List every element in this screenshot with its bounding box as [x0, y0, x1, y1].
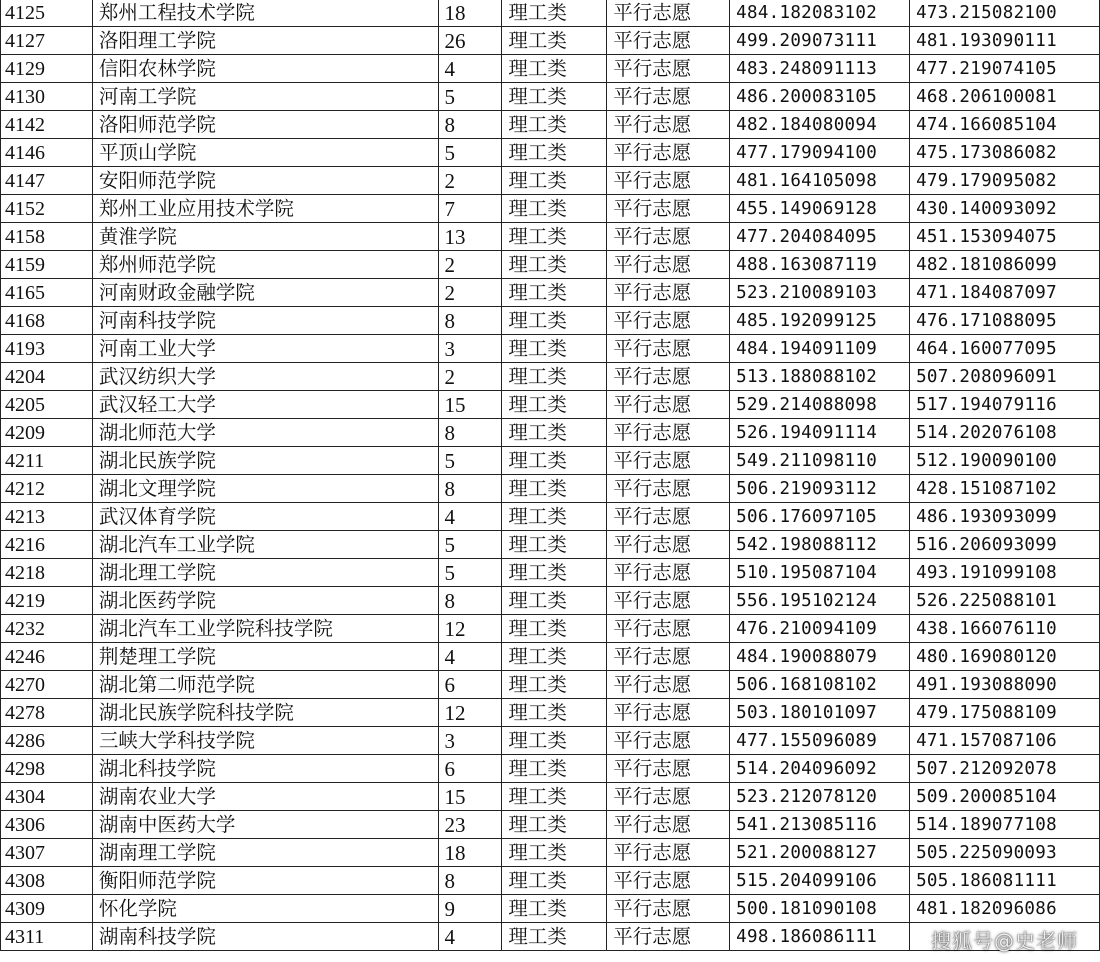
- max-score-cell: 521.200088127: [730, 839, 910, 867]
- batch-type-cell: 平行志愿: [607, 727, 730, 755]
- max-score-cell: 477.155096089: [730, 727, 910, 755]
- max-score-cell: 506.219093112: [730, 475, 910, 503]
- max-score-cell: 455.149069128: [730, 195, 910, 223]
- school-name-cell: 河南工业大学: [92, 335, 438, 363]
- quota-cell: 15: [438, 783, 502, 811]
- table-row: [1, 755, 1100, 783]
- table-row: [1, 531, 1100, 559]
- school-code-cell: 4146: [1, 139, 93, 167]
- quota-cell: 8: [438, 419, 502, 447]
- category-cell: 理工类: [502, 671, 607, 699]
- min-score-cell: 476.171088095: [910, 307, 1100, 335]
- quota-cell: 18: [438, 0, 502, 27]
- min-score-cell: 505.225090093: [910, 839, 1100, 867]
- category-cell: 理工类: [502, 195, 607, 223]
- category-cell: 理工类: [502, 167, 607, 195]
- category-cell: 理工类: [502, 895, 607, 923]
- school-code-cell: 4205: [1, 391, 93, 419]
- school-code-cell: 4211: [1, 447, 93, 475]
- batch-type-cell: 平行志愿: [607, 139, 730, 167]
- min-score-cell: 481.182096086: [910, 895, 1100, 923]
- min-score-cell: 475.173086082: [910, 139, 1100, 167]
- batch-type-cell: 平行志愿: [607, 895, 730, 923]
- quota-cell: 2: [438, 363, 502, 391]
- batch-type-cell: 平行志愿: [607, 83, 730, 111]
- school-name-cell: 武汉纺织大学: [92, 363, 438, 391]
- max-score-cell: 477.204084095: [730, 223, 910, 251]
- min-score-cell: 516.206093099: [910, 531, 1100, 559]
- quota-cell: 2: [438, 167, 502, 195]
- category-cell: 理工类: [502, 279, 607, 307]
- batch-type-cell: 平行志愿: [607, 307, 730, 335]
- table-row: [1, 27, 1100, 55]
- school-name-cell: 河南科技学院: [92, 307, 438, 335]
- batch-type-cell: 平行志愿: [607, 671, 730, 699]
- category-cell: 理工类: [502, 391, 607, 419]
- table-row: [1, 111, 1100, 139]
- min-score-cell: 514.202076108: [910, 419, 1100, 447]
- max-score-cell: 484.182083102: [730, 0, 910, 27]
- batch-type-cell: 平行志愿: [607, 755, 730, 783]
- school-name-cell: 湖北科技学院: [92, 755, 438, 783]
- category-cell: 理工类: [502, 111, 607, 139]
- table-row: [1, 867, 1100, 895]
- school-name-cell: 湖北汽车工业学院科技学院: [92, 615, 438, 643]
- school-name-cell: 洛阳师范学院: [92, 111, 438, 139]
- min-score-cell: [910, 923, 1100, 951]
- quota-cell: 5: [438, 83, 502, 111]
- min-score-cell: 493.191099108: [910, 559, 1100, 587]
- school-code-cell: 4159: [1, 251, 93, 279]
- batch-type-cell: 平行志愿: [607, 55, 730, 83]
- category-cell: 理工类: [502, 811, 607, 839]
- quota-cell: 6: [438, 671, 502, 699]
- batch-type-cell: 平行志愿: [607, 615, 730, 643]
- school-name-cell: 衡阳师范学院: [92, 867, 438, 895]
- school-code-cell: 4246: [1, 643, 93, 671]
- max-score-cell: 515.204099106: [730, 867, 910, 895]
- max-score-cell: 556.195102124: [730, 587, 910, 615]
- batch-type-cell: 平行志愿: [607, 0, 730, 27]
- max-score-cell: 484.194091109: [730, 335, 910, 363]
- batch-type-cell: 平行志愿: [607, 923, 730, 951]
- min-score-cell: 430.140093092: [910, 195, 1100, 223]
- table-row: [1, 447, 1100, 475]
- table-row: [1, 839, 1100, 867]
- batch-type-cell: 平行志愿: [607, 839, 730, 867]
- max-score-cell: 486.200083105: [730, 83, 910, 111]
- quota-cell: 12: [438, 615, 502, 643]
- school-code-cell: 4304: [1, 783, 93, 811]
- quota-cell: 2: [438, 251, 502, 279]
- school-code-cell: 4130: [1, 83, 93, 111]
- school-code-cell: 4204: [1, 363, 93, 391]
- quota-cell: 4: [438, 643, 502, 671]
- table-row: [1, 615, 1100, 643]
- school-code-cell: 4158: [1, 223, 93, 251]
- category-cell: 理工类: [502, 0, 607, 27]
- quota-cell: 15: [438, 391, 502, 419]
- batch-type-cell: 平行志愿: [607, 811, 730, 839]
- school-code-cell: 4147: [1, 167, 93, 195]
- max-score-cell: 484.190088079: [730, 643, 910, 671]
- quota-cell: 5: [438, 447, 502, 475]
- category-cell: 理工类: [502, 363, 607, 391]
- table-row: [1, 391, 1100, 419]
- batch-type-cell: 平行志愿: [607, 559, 730, 587]
- batch-type-cell: 平行志愿: [607, 419, 730, 447]
- max-score-cell: 477.179094100: [730, 139, 910, 167]
- quota-cell: 8: [438, 307, 502, 335]
- max-score-cell: 513.188088102: [730, 363, 910, 391]
- batch-type-cell: 平行志愿: [607, 643, 730, 671]
- school-name-cell: 郑州工业应用技术学院: [92, 195, 438, 223]
- batch-type-cell: 平行志愿: [607, 783, 730, 811]
- min-score-cell: 481.193090111: [910, 27, 1100, 55]
- batch-type-cell: 平行志愿: [607, 195, 730, 223]
- max-score-cell: 476.210094109: [730, 615, 910, 643]
- min-score-cell: 477.219074105: [910, 55, 1100, 83]
- min-score-cell: 479.179095082: [910, 167, 1100, 195]
- max-score-cell: 549.211098110: [730, 447, 910, 475]
- table-row: [1, 363, 1100, 391]
- max-score-cell: 498.186086111: [730, 923, 910, 951]
- school-name-cell: 怀化学院: [92, 895, 438, 923]
- school-code-cell: 4168: [1, 307, 93, 335]
- category-cell: 理工类: [502, 559, 607, 587]
- max-score-cell: 510.195087104: [730, 559, 910, 587]
- school-code-cell: 4308: [1, 867, 93, 895]
- min-score-cell: 480.169080120: [910, 643, 1100, 671]
- school-code-cell: 4270: [1, 671, 93, 699]
- table-row: [1, 139, 1100, 167]
- min-score-cell: 505.186081111: [910, 867, 1100, 895]
- max-score-cell: 542.198088112: [730, 531, 910, 559]
- table-row: [1, 251, 1100, 279]
- quota-cell: 4: [438, 923, 502, 951]
- school-code-cell: 4307: [1, 839, 93, 867]
- min-score-cell: 471.184087097: [910, 279, 1100, 307]
- max-score-cell: 500.181090108: [730, 895, 910, 923]
- min-score-cell: 514.189077108: [910, 811, 1100, 839]
- category-cell: 理工类: [502, 475, 607, 503]
- school-name-cell: 河南财政金融学院: [92, 279, 438, 307]
- table-row: [1, 895, 1100, 923]
- school-name-cell: 湖北民族学院科技学院: [92, 699, 438, 727]
- school-name-cell: 安阳师范学院: [92, 167, 438, 195]
- category-cell: 理工类: [502, 615, 607, 643]
- watermark-text: 搜狐号@史老师: [931, 929, 1078, 953]
- school-name-cell: 三峡大学科技学院: [92, 727, 438, 755]
- batch-type-cell: 平行志愿: [607, 363, 730, 391]
- category-cell: 理工类: [502, 55, 607, 83]
- table-row: [1, 475, 1100, 503]
- max-score-cell: 488.163087119: [730, 251, 910, 279]
- school-code-cell: 4298: [1, 755, 93, 783]
- school-code-cell: 4306: [1, 811, 93, 839]
- category-cell: 理工类: [502, 307, 607, 335]
- max-score-cell: 523.210089103: [730, 279, 910, 307]
- school-code-cell: 4125: [1, 0, 93, 27]
- quota-cell: 2: [438, 279, 502, 307]
- quota-cell: 12: [438, 699, 502, 727]
- min-score-cell: 507.212092078: [910, 755, 1100, 783]
- school-name-cell: 湖南中医药大学: [92, 811, 438, 839]
- school-name-cell: 信阳农林学院: [92, 55, 438, 83]
- quota-cell: 8: [438, 111, 502, 139]
- school-code-cell: 4218: [1, 559, 93, 587]
- category-cell: 理工类: [502, 335, 607, 363]
- category-cell: 理工类: [502, 783, 607, 811]
- min-score-cell: 517.194079116: [910, 391, 1100, 419]
- batch-type-cell: 平行志愿: [607, 391, 730, 419]
- quota-cell: 8: [438, 475, 502, 503]
- min-score-cell: 479.175088109: [910, 699, 1100, 727]
- min-score-cell: 451.153094075: [910, 223, 1100, 251]
- table-row: [1, 335, 1100, 363]
- quota-cell: 5: [438, 139, 502, 167]
- table-row: [1, 923, 1100, 951]
- category-cell: 理工类: [502, 643, 607, 671]
- table-row: [1, 55, 1100, 83]
- batch-type-cell: 平行志愿: [607, 699, 730, 727]
- table-row: [1, 223, 1100, 251]
- table-row: [1, 811, 1100, 839]
- quota-cell: 9: [438, 895, 502, 923]
- table-row: [1, 307, 1100, 335]
- school-code-cell: 4152: [1, 195, 93, 223]
- batch-type-cell: 平行志愿: [607, 27, 730, 55]
- max-score-cell: 481.164105098: [730, 167, 910, 195]
- table-row: [1, 587, 1100, 615]
- category-cell: 理工类: [502, 923, 607, 951]
- category-cell: 理工类: [502, 587, 607, 615]
- min-score-cell: 468.206100081: [910, 83, 1100, 111]
- school-code-cell: 4142: [1, 111, 93, 139]
- batch-type-cell: 平行志愿: [607, 251, 730, 279]
- category-cell: 理工类: [502, 867, 607, 895]
- category-cell: 理工类: [502, 447, 607, 475]
- batch-type-cell: 平行志愿: [607, 447, 730, 475]
- school-name-cell: 湖北民族学院: [92, 447, 438, 475]
- school-name-cell: 郑州师范学院: [92, 251, 438, 279]
- school-name-cell: 湖北文理学院: [92, 475, 438, 503]
- school-code-cell: 4209: [1, 419, 93, 447]
- batch-type-cell: 平行志愿: [607, 503, 730, 531]
- school-name-cell: 湖南科技学院: [92, 923, 438, 951]
- quota-cell: 7: [438, 195, 502, 223]
- category-cell: 理工类: [502, 139, 607, 167]
- table-row: [1, 671, 1100, 699]
- table-body: [1, 0, 1100, 951]
- max-score-cell: 482.184080094: [730, 111, 910, 139]
- max-score-cell: 506.168108102: [730, 671, 910, 699]
- min-score-cell: 509.200085104: [910, 783, 1100, 811]
- min-score-cell: 491.193088090: [910, 671, 1100, 699]
- max-score-cell: 514.204096092: [730, 755, 910, 783]
- school-name-cell: 湖南农业大学: [92, 783, 438, 811]
- school-code-cell: 4309: [1, 895, 93, 923]
- school-name-cell: 平顶山学院: [92, 139, 438, 167]
- table-row: [1, 559, 1100, 587]
- category-cell: 理工类: [502, 27, 607, 55]
- quota-cell: 13: [438, 223, 502, 251]
- quota-cell: 26: [438, 27, 502, 55]
- batch-type-cell: 平行志愿: [607, 531, 730, 559]
- school-code-cell: 4129: [1, 55, 93, 83]
- min-score-cell: 512.190090100: [910, 447, 1100, 475]
- category-cell: 理工类: [502, 223, 607, 251]
- min-score-cell: 473.215082100: [910, 0, 1100, 27]
- batch-type-cell: 平行志愿: [607, 867, 730, 895]
- school-name-cell: 湖北医药学院: [92, 587, 438, 615]
- quota-cell: 5: [438, 531, 502, 559]
- quota-cell: 23: [438, 811, 502, 839]
- school-name-cell: 武汉轻工大学: [92, 391, 438, 419]
- quota-cell: 4: [438, 55, 502, 83]
- batch-type-cell: 平行志愿: [607, 587, 730, 615]
- category-cell: 理工类: [502, 839, 607, 867]
- school-code-cell: 4219: [1, 587, 93, 615]
- table-row: [1, 419, 1100, 447]
- school-code-cell: 4311: [1, 923, 93, 951]
- table-row: [1, 699, 1100, 727]
- school-name-cell: 湖北第二师范学院: [92, 671, 438, 699]
- quota-cell: 4: [438, 503, 502, 531]
- school-name-cell: 荆楚理工学院: [92, 643, 438, 671]
- school-name-cell: 湖北师范大学: [92, 419, 438, 447]
- max-score-cell: 529.214088098: [730, 391, 910, 419]
- min-score-cell: 464.160077095: [910, 335, 1100, 363]
- quota-cell: 5: [438, 559, 502, 587]
- batch-type-cell: 平行志愿: [607, 475, 730, 503]
- table-row: [1, 503, 1100, 531]
- table-row: [1, 0, 1100, 27]
- school-code-cell: 4212: [1, 475, 93, 503]
- quota-cell: 6: [438, 755, 502, 783]
- school-code-cell: 4165: [1, 279, 93, 307]
- max-score-cell: 506.176097105: [730, 503, 910, 531]
- table-row: [1, 727, 1100, 755]
- table-row: [1, 783, 1100, 811]
- school-name-cell: 洛阳理工学院: [92, 27, 438, 55]
- min-score-cell: 471.157087106: [910, 727, 1100, 755]
- category-cell: 理工类: [502, 699, 607, 727]
- table-row: [1, 643, 1100, 671]
- min-score-cell: 486.193093099: [910, 503, 1100, 531]
- school-name-cell: 郑州工程技术学院: [92, 0, 438, 27]
- batch-type-cell: 平行志愿: [607, 279, 730, 307]
- quota-cell: 18: [438, 839, 502, 867]
- max-score-cell: 483.248091113: [730, 55, 910, 83]
- max-score-cell: 499.209073111: [730, 27, 910, 55]
- category-cell: 理工类: [502, 531, 607, 559]
- min-score-cell: 438.166076110: [910, 615, 1100, 643]
- batch-type-cell: 平行志愿: [607, 167, 730, 195]
- quota-cell: 8: [438, 867, 502, 895]
- batch-type-cell: 平行志愿: [607, 335, 730, 363]
- batch-type-cell: 平行志愿: [607, 111, 730, 139]
- table-row: [1, 83, 1100, 111]
- school-code-cell: 4232: [1, 615, 93, 643]
- quota-cell: 3: [438, 727, 502, 755]
- school-code-cell: 4127: [1, 27, 93, 55]
- school-name-cell: 湖北理工学院: [92, 559, 438, 587]
- quota-cell: 3: [438, 335, 502, 363]
- school-name-cell: 湖北汽车工业学院: [92, 531, 438, 559]
- max-score-cell: 485.192099125: [730, 307, 910, 335]
- school-code-cell: 4216: [1, 531, 93, 559]
- category-cell: 理工类: [502, 83, 607, 111]
- max-score-cell: 526.194091114: [730, 419, 910, 447]
- school-name-cell: 湖南理工学院: [92, 839, 438, 867]
- school-name-cell: 武汉体育学院: [92, 503, 438, 531]
- table-row: [1, 279, 1100, 307]
- quota-cell: 8: [438, 587, 502, 615]
- min-score-cell: 428.151087102: [910, 475, 1100, 503]
- category-cell: 理工类: [502, 727, 607, 755]
- category-cell: 理工类: [502, 755, 607, 783]
- school-name-cell: 河南工学院: [92, 83, 438, 111]
- category-cell: 理工类: [502, 503, 607, 531]
- min-score-cell: 474.166085104: [910, 111, 1100, 139]
- school-name-cell: 黄淮学院: [92, 223, 438, 251]
- table-row: [1, 167, 1100, 195]
- min-score-cell: 507.208096091: [910, 363, 1100, 391]
- table-row: [1, 195, 1100, 223]
- category-cell: 理工类: [502, 251, 607, 279]
- min-score-cell: 482.181086099: [910, 251, 1100, 279]
- school-code-cell: 4193: [1, 335, 93, 363]
- max-score-cell: 523.212078120: [730, 783, 910, 811]
- min-score-cell: 526.225088101: [910, 587, 1100, 615]
- school-code-cell: 4278: [1, 699, 93, 727]
- max-score-cell: 541.213085116: [730, 811, 910, 839]
- max-score-cell: 503.180101097: [730, 699, 910, 727]
- batch-type-cell: 平行志愿: [607, 223, 730, 251]
- school-code-cell: 4213: [1, 503, 93, 531]
- category-cell: 理工类: [502, 419, 607, 447]
- school-code-cell: 4286: [1, 727, 93, 755]
